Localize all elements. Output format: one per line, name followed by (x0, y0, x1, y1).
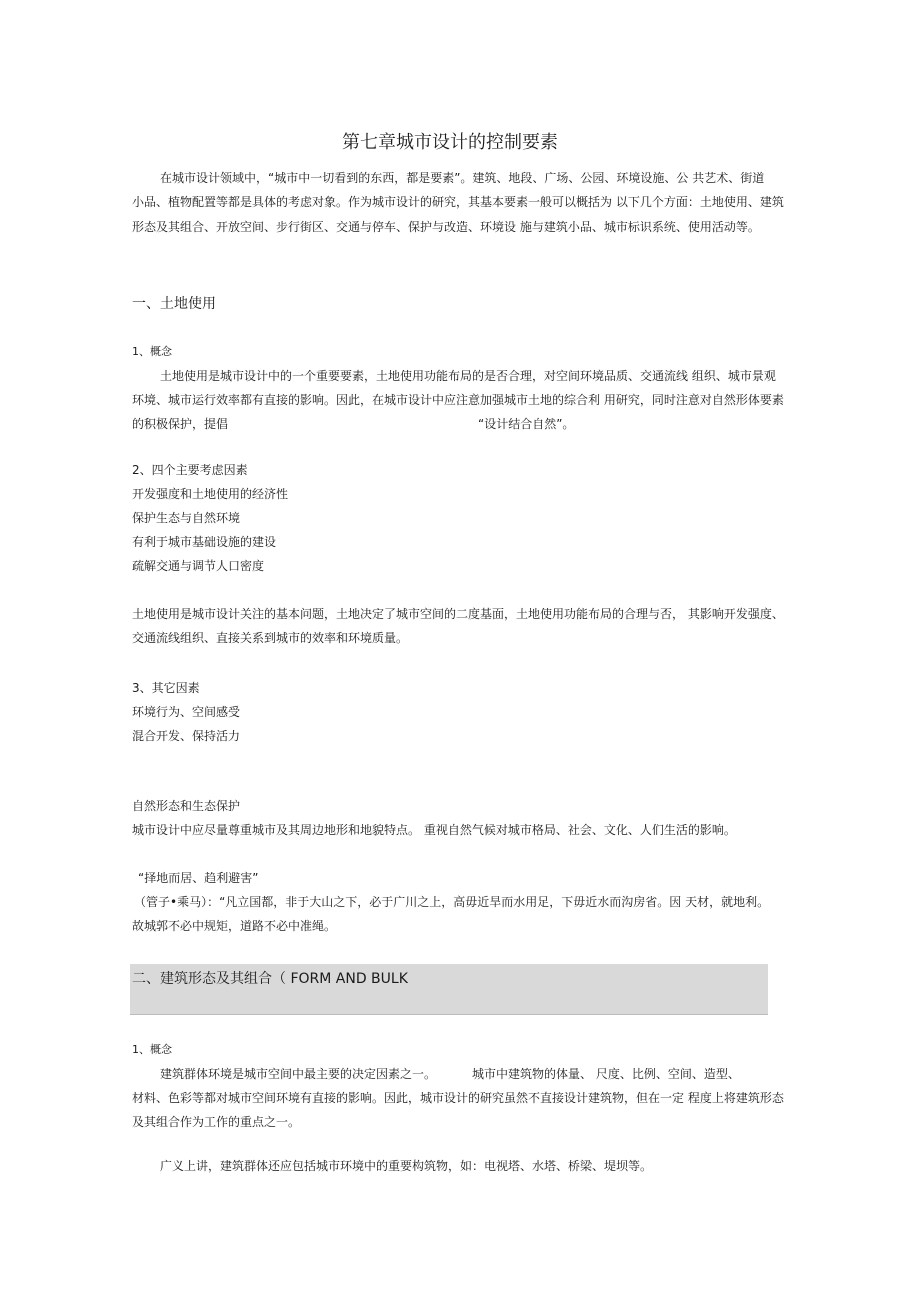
concept-line: 环境、城市运行效率都有直接的影响。因此，在城市设计中应注意加强城市土地的综合利 用研究，同时注意对自然形体要素 (132, 393, 784, 407)
intro-line: 小品、植物配置等都是具体的考虑对象。作为城市设计的研究，其基本要素一般可以概括为 以下几个方面：土地使用、建筑 (132, 195, 784, 209)
other-item: 混合开发、保持活力 (132, 729, 241, 743)
concept-line: 土地使用是城市设计中的一个重要要素，土地使用功能布局的是否合理，对空间环境品质、交通流线 组织、城市景观 (160, 369, 776, 383)
concept-line: 城市中建筑物的体量、 尺度、比例、空间、造型、 (472, 1067, 740, 1081)
summary-line: 土地使用是城市设计关注的基本问题，土地决定了城市空间的二度基面，土地使用功能布局的合理与否， 其影响开发强度、 (132, 607, 784, 621)
factor-item: 有利于城市基础设施的建设 (132, 535, 277, 549)
broad-text: 广义上讲，建筑群体还应包括城市环境中的重要构筑物，如：电视塔、水塔、桥梁、堤坝等。 (160, 1159, 653, 1173)
concept-line: 的积极保护，提倡 (132, 417, 229, 431)
quote-line: （管子•乘马）：“凡立国都，非于大山之下，必于广川之上，高毋近旱而水用足，下毋近水而沟房省。因 天材，就地利。 (134, 895, 770, 909)
concept-line: 及其组合作为工作的重点之一。 (132, 1115, 301, 1129)
intro-line: 在城市设计领域中，“城市中一切看到的东西，都是要素”。建筑、地段、广场、公园、环境设施、公 共艺术、街道 (160, 171, 765, 185)
page-title: 第七章城市设计的控制要素 (342, 132, 558, 153)
quote-line: “择地而居、趋利避害” (138, 871, 259, 885)
subheading-factors: 2、四个主要考虑因素 (132, 463, 248, 477)
section-heading-band (130, 964, 768, 1015)
factor-item: 开发强度和土地使用的经济性 (132, 487, 289, 501)
section-heading-land-use: 一、土地使用 (132, 296, 216, 312)
factor-item: 疏解交通与调节人口密度 (132, 559, 265, 573)
subheading-nature: 自然形态和生态保护 (132, 799, 241, 813)
intro-line: 形态及其组合、开放空间、步行街区、交通与停车、保护与改造、环境设 施与建筑小品、城市标识系统、使用活动等。 (132, 220, 760, 234)
other-item: 环境行为、空间感受 (132, 705, 241, 719)
section-heading-form-bulk: 二、建筑形态及其组合（ FORM AND BULK (132, 971, 408, 987)
summary-line: 交通流线组织、直接关系到城市的效率和环境质量。 (132, 631, 409, 645)
quote-line: 故城郭不必中规矩，道路不必中准绳。 (132, 919, 337, 933)
nature-text: 城市设计中应尽量尊重城市及其周边地形和地貌特点。 重视自然气候对城市格局、社会、文化、人们生活的影响。 (132, 823, 736, 837)
concept-quote: “设计结合自然”。 (478, 417, 575, 431)
concept-line: 材料、色彩等都对城市空间环境有直接的影响。因此，城市设计的研究虽然不直接设计建筑物，但在一定 程度上将建筑形态 (132, 1091, 784, 1105)
subheading-concept: 1、概念 (132, 1043, 172, 1056)
subheading-other: 3、其它因素 (132, 681, 200, 695)
concept-line: 建筑群体环境是城市空间中最主要的决定因素之一。 (160, 1067, 437, 1081)
subheading-concept: 1、概念 (132, 345, 172, 358)
factor-item: 保护生态与自然环境 (132, 511, 241, 525)
